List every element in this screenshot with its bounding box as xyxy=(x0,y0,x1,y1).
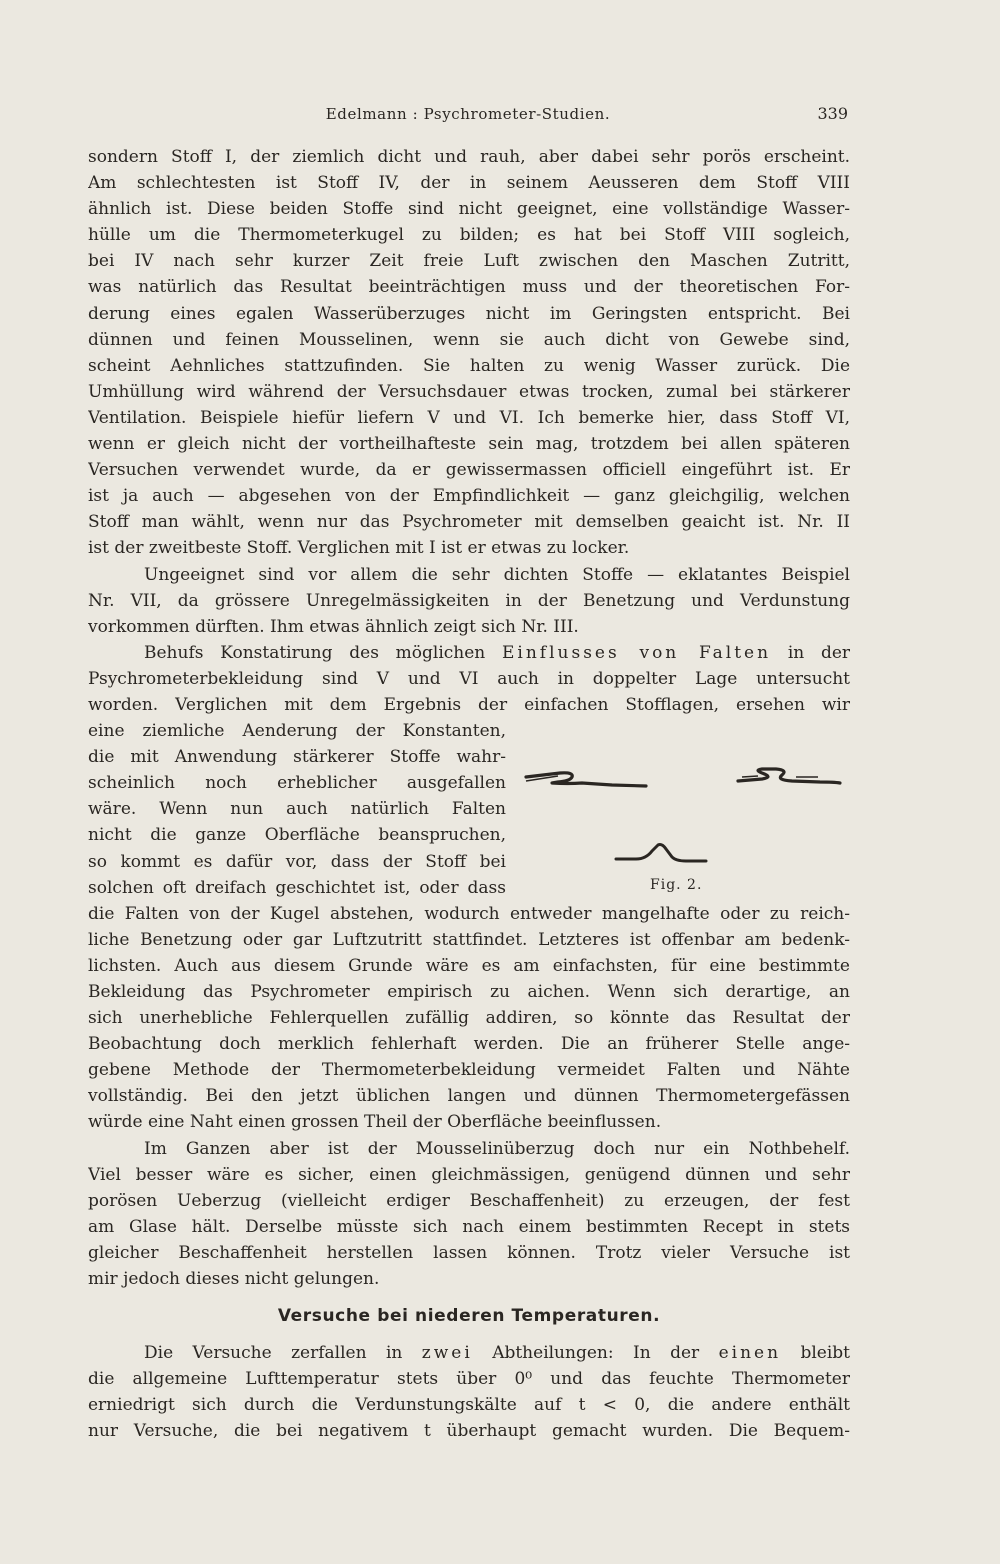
text-line: die Falten von der Kugel abstehen, wodurch entweder mangelhafte oder zu reich- xyxy=(88,903,850,924)
emphasis-spaced: einen xyxy=(718,1343,782,1364)
text-line: liche Benetzung oder gar Luftzutritt stattfindet. Letzteres ist offenbar am bedenk- xyxy=(88,929,850,950)
text-line: würde eine Naht einen grossen Theil der Oberfläche beeinflussen. xyxy=(88,1112,662,1133)
page-number: 339 xyxy=(817,104,848,123)
text-line: am Glase hält. Derselbe müsste sich nach einem bestimmten Recept in stets xyxy=(88,1216,850,1237)
text-line: gebene Methode der Thermometerbekleidung vermeidet Falten und Nähte xyxy=(88,1060,850,1081)
figure-2 xyxy=(500,755,860,905)
text-line: Nr. VII, da grössere Unregelmässigkeiten in der Benetzung und Verdunstung xyxy=(88,590,850,611)
text-line: wenn er gleich nicht der vortheilhafteste sein mag, trotzdem bei allen späteren xyxy=(88,434,850,455)
text-segment: Abtheilungen: In der xyxy=(492,1343,700,1364)
text-segment: Behufs Konstatirung des möglichen xyxy=(144,642,486,663)
running-head-title: Edelmann : Psychrometer-Studien. xyxy=(325,105,611,123)
fold-shape-standing xyxy=(616,845,706,862)
text-line: Viel besser wäre es sicher, einen gleichmässigen, genügend dünnen und sehr xyxy=(88,1164,850,1185)
text-line: Am schlechtesten ist Stoff IV, der in seinem Aeusseren dem Stoff VIII xyxy=(88,173,850,194)
text-line: ähnlich ist. Diese beiden Stoffe sind nicht geeignet, eine vollständige Wasser- xyxy=(88,199,850,220)
text-line: die allgemeine Lufttemperatur stets über 0⁰ und das feuchte Thermometer xyxy=(88,1369,850,1390)
text-line: sich unerhebliche Fehlerquellen zufällig addiren, so könnte das Resultat der xyxy=(88,1008,850,1029)
text-segment: bleibt xyxy=(800,1343,850,1364)
text-line: nur Versuche, die bei negativem t überhaupt gemacht wurden. Die Bequem- xyxy=(88,1421,850,1442)
text-line: scheinlich noch erheblicher ausgefallen xyxy=(88,773,506,794)
text-line: derung eines egalen Wasserüberzuges nicht im Geringsten entspricht. Bei xyxy=(88,303,850,324)
running-head xyxy=(88,100,848,128)
text-line: erniedrigt sich durch die Verdunstungskälte auf t < 0, die andere enthält xyxy=(88,1395,850,1416)
text-segment: Die Versuche zerfallen in xyxy=(144,1343,403,1364)
text-line: solchen oft dreifach geschichtet ist, oder dass xyxy=(88,877,506,898)
figure-caption: Fig. 2. xyxy=(650,877,703,893)
text-line: Stoff man wählt, wenn nur das Psychrometer mit demselben geaicht ist. Nr. II xyxy=(88,512,850,533)
text-line: Umhüllung wird während der Versuchsdauer etwas trocken, zumal bei stärkerer xyxy=(88,381,850,402)
text-line: lichsten. Auch aus diesem Grunde wäre es am einfachsten, für eine bestimmte xyxy=(88,955,850,976)
text-line: ist ja auch — abgesehen von der Empfindlichkeit — ganz gleichgilig, welchen xyxy=(88,486,850,507)
emphasis-spaced: zwei xyxy=(421,1343,473,1364)
text-line: sondern Stoff I, der ziemlich dicht und rauh, aber dabei sehr porös erscheint. xyxy=(88,147,850,167)
text-line: hülle um die Thermometerkugel zu bilden; es hat bei Stoff VIII sogleich, xyxy=(88,225,850,246)
text-line: Versuchen verwendet wurde, da er gewissermassen officiell eingeführt ist. Er xyxy=(88,460,850,481)
emphasis-spaced: Einflusses von Falten xyxy=(502,642,772,663)
text-line: die mit Anwendung stärkerer Stoffe wahr- xyxy=(88,747,506,768)
text-line: vollständig. Bei den jetzt üblichen langen und dünnen Thermometergefässen xyxy=(88,1086,850,1107)
text-line: vorkommen dürften. Ihm etwas ähnlich zeigt sich Nr. III. xyxy=(88,616,579,637)
text-line: so kommt es dafür vor, dass der Stoff bei xyxy=(88,851,506,872)
text-line: dünnen und feinen Mousselinen, wenn sie auch dicht von Gewebe sind, xyxy=(88,329,850,350)
text-line: Ungeeignet sind vor allem die sehr dichten Stoffe — eklatantes Beispiel xyxy=(144,564,850,585)
text-line: Beobachtung doch merklich fehlerhaft werden. Die an früherer Stelle ange- xyxy=(88,1034,850,1055)
section-heading: Versuche bei niederen Temperaturen. xyxy=(277,1306,661,1327)
text-segment: in der xyxy=(787,642,850,663)
text-line: wäre. Wenn nun auch natürlich Falten xyxy=(88,799,506,820)
text-line xyxy=(88,1340,850,1366)
text-line: eine ziemliche Aenderung der Konstanten, xyxy=(88,721,506,742)
text-line: ist der zweitbeste Stoff. Verglichen mit I ist er etwas zu locker. xyxy=(88,538,630,559)
text-line: nicht die ganze Oberfläche beanspruchen, xyxy=(88,825,506,846)
text-line: Psychrometerbekleidung sind V und VI auch in doppelter Lage untersucht xyxy=(88,668,850,689)
text-line: Im Ganzen aber ist der Mousselinüberzug doch nur ein Nothbehelf. xyxy=(144,1138,850,1159)
text-line: scheint Aehnliches stattzufinden. Sie halten zu wenig Wasser zurück. Die xyxy=(88,355,850,376)
text-line: mir jedoch dieses nicht gelungen. xyxy=(88,1269,380,1290)
text-line: Ventilation. Beispiele hiefür liefern V und VI. Ich bemerke hier, dass Stoff VI, xyxy=(88,407,850,428)
text-line: bei IV nach sehr kurzer Zeit freie Luft zwischen den Maschen Zutritt, xyxy=(88,251,850,272)
text-line: was natürlich das Resultat beeinträchtigen muss und der theoretischen For- xyxy=(88,277,850,298)
fold-shape-single xyxy=(526,773,646,786)
text-line: porösen Ueberzug (vielleicht erdiger Beschaffenheit) zu erzeugen, der fest xyxy=(88,1190,850,1211)
text-line xyxy=(88,640,850,666)
fold-diagrams xyxy=(500,755,860,875)
text-line: gleicher Beschaffenheit herstellen lassen können. Trotz vieler Versuche ist xyxy=(88,1242,850,1263)
text-line: Bekleidung das Psychrometer empirisch zu aichen. Wenn sich derartige, an xyxy=(88,982,850,1002)
text-line: worden. Verglichen mit dem Ergebnis der einfachen Stofflagen, ersehen wir xyxy=(88,694,850,715)
